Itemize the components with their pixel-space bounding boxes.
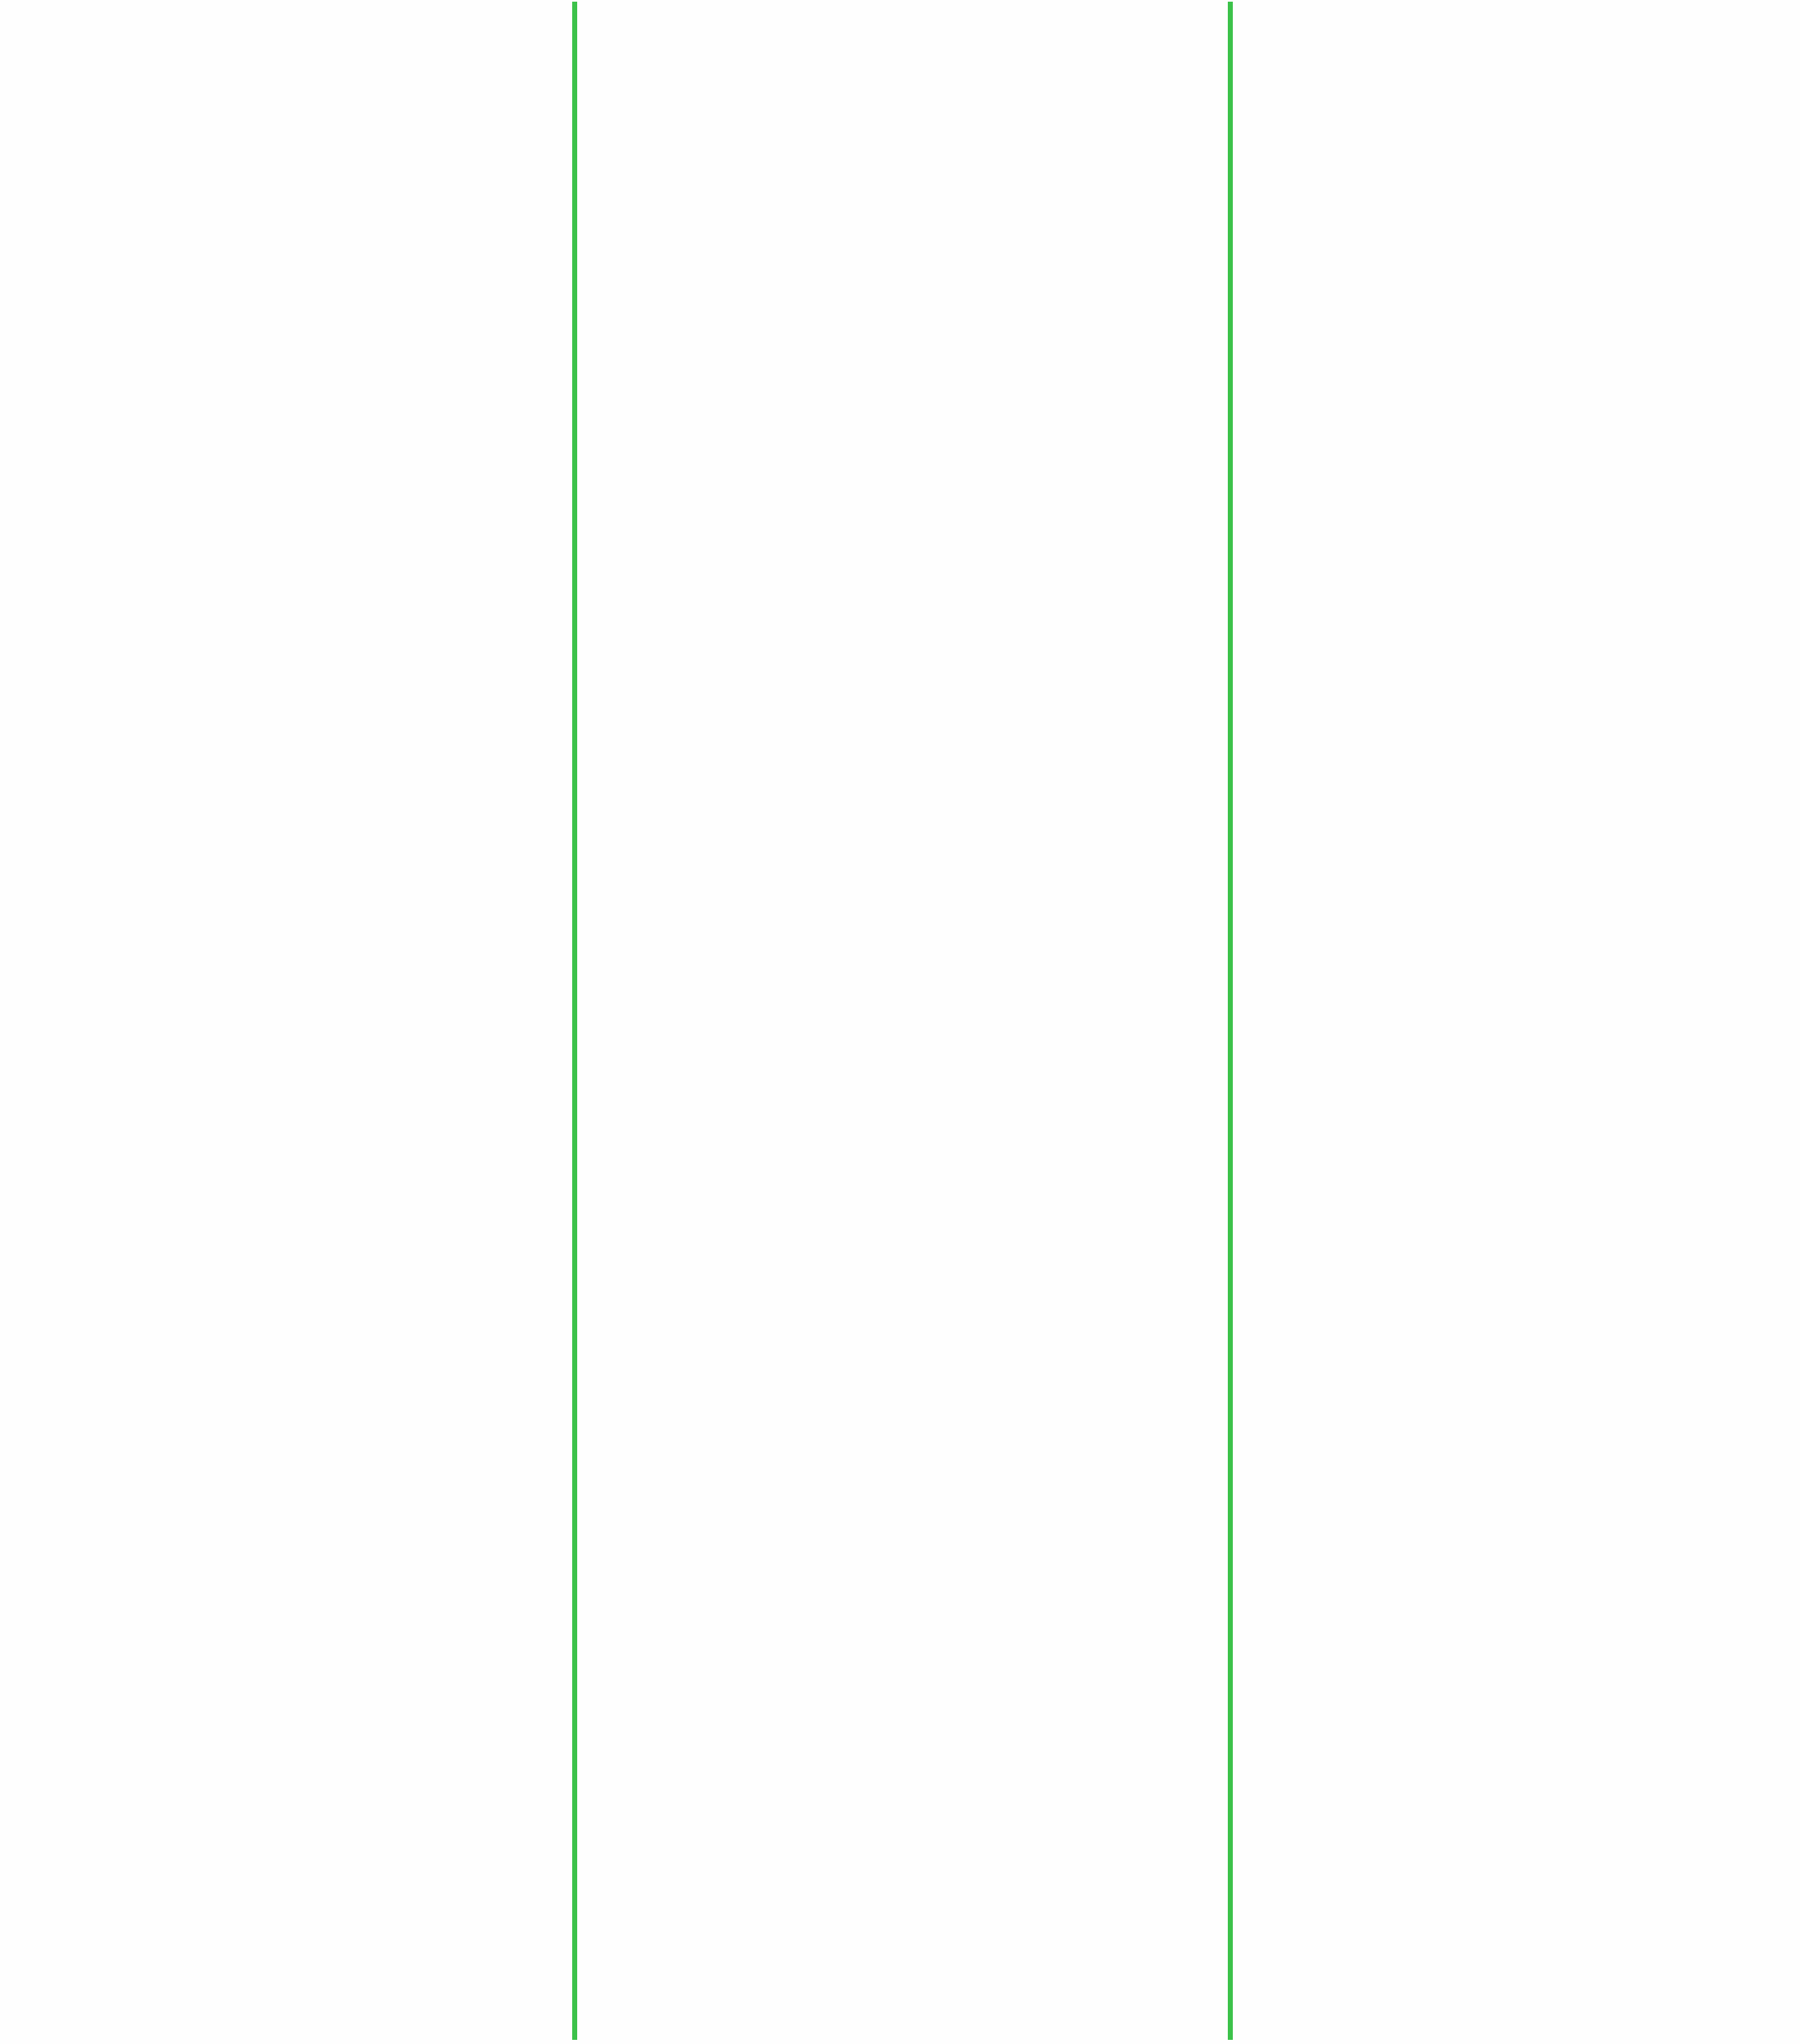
- right-guide-line: [1228, 2, 1233, 2040]
- left-guide-line: [572, 2, 577, 2040]
